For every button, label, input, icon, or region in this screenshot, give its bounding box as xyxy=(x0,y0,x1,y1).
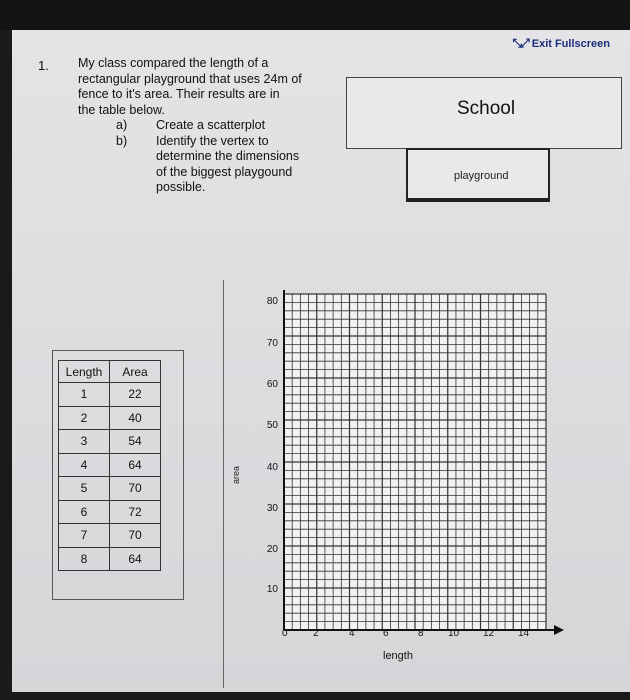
x-tick-label: 12 xyxy=(483,628,495,639)
part-label: b) xyxy=(116,133,128,148)
cell-area: 54 xyxy=(110,430,161,454)
cell-area: 64 xyxy=(110,547,161,571)
cell-length: 8 xyxy=(59,547,110,571)
y-tick-label: 80 xyxy=(266,296,278,307)
cell-area: 64 xyxy=(110,453,161,477)
cell-length: 6 xyxy=(59,500,110,524)
x-tick-label: 14 xyxy=(518,628,530,639)
y-tick-label: 20 xyxy=(266,544,278,555)
question-number: 1. xyxy=(38,58,49,73)
y-tick-label: 70 xyxy=(266,338,278,349)
header-length: Length xyxy=(59,361,110,383)
playground-label: playground xyxy=(454,170,509,182)
cell-length: 5 xyxy=(59,477,110,501)
exit-fullscreen-label: Exit Fullscreen xyxy=(531,37,610,50)
x-tick-label: 8 xyxy=(418,628,424,639)
cell-length: 1 xyxy=(59,383,110,407)
x-tick-label: 0 xyxy=(282,628,288,639)
cell-area: 72 xyxy=(110,500,161,524)
y-tick-label: 40 xyxy=(266,462,278,473)
cell-length: 2 xyxy=(59,406,110,430)
y-axis-label: area xyxy=(231,465,242,485)
exit-fullscreen-icon: ⤡⤢ xyxy=(512,36,528,50)
x-tick-label: 4 xyxy=(349,628,355,639)
question-line: My class compared the length of a xyxy=(78,56,269,70)
question-line: fence to it's area. Their results are in xyxy=(78,87,280,101)
x-axis-arrow xyxy=(554,625,564,635)
x-axis-label: length xyxy=(383,650,413,662)
cell-area: 70 xyxy=(110,524,161,548)
cell-area: 70 xyxy=(110,477,161,501)
cell-length: 4 xyxy=(59,453,110,477)
question-line: the table below. xyxy=(78,102,165,117)
y-tick-label: 30 xyxy=(266,503,278,514)
header-area: Area xyxy=(110,361,161,383)
cell-length: 3 xyxy=(59,430,110,454)
y-tick-label: 50 xyxy=(266,420,278,431)
part-label: a) xyxy=(116,118,128,132)
y-tick-label: 10 xyxy=(266,584,278,595)
x-tick-label: 6 xyxy=(383,628,389,639)
y-tick-label: 60 xyxy=(266,379,278,390)
cell-length: 7 xyxy=(59,524,110,548)
cell-area: 40 xyxy=(110,406,161,430)
part-text: Identify the vertex to determine the dimensions of the biggest playgound possible. xyxy=(156,133,300,194)
part-text: Create a scatterplot xyxy=(156,118,266,132)
question-line: rectangular playground that uses 24m of xyxy=(78,71,302,86)
school-label: School xyxy=(457,98,516,119)
x-tick-label: 10 xyxy=(448,628,460,639)
cell-area: 22 xyxy=(110,383,161,407)
x-tick-label: 2 xyxy=(313,628,319,639)
